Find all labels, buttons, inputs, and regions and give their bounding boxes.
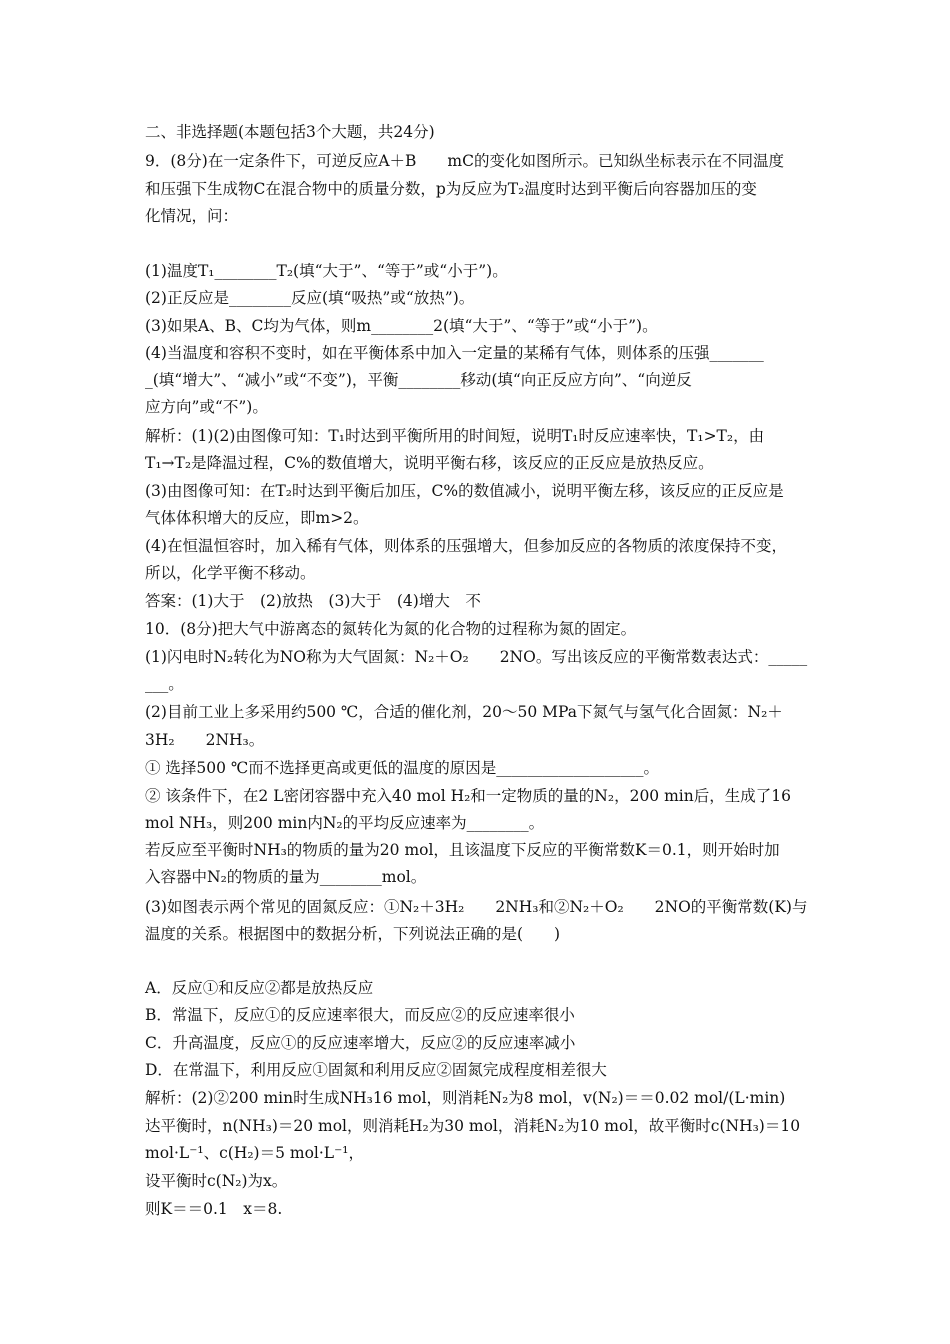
- q9-analysis-line-4: 气体体积增大的反应，即m>2。: [145, 509, 369, 527]
- q10-part-3-line-2: 温度的关系。根据图中的数据分析，下列说法正确的是( ): [145, 925, 561, 943]
- q10-part-2-line-1: (2)目前工业上多采用约500 ℃，合适的催化剂，20～50 MPa下氮气与氢气化合固氮：N₂＋: [145, 703, 783, 721]
- q10-option-d: D．在常温下，利用反应①固氮和利用反应②固氮完成程度相差很大: [145, 1061, 607, 1079]
- q9-analysis-line-2: T₁→T₂是降温过程，C%的数值增大，说明平衡右移，该反应的正反应是放热反应。: [145, 454, 714, 472]
- q9-part-2: (2)正反应是________反应(填“吸热”或“放热”)。: [145, 289, 475, 307]
- q10-analysis-line-4: 设平衡时c(N₂)为x。: [145, 1172, 288, 1190]
- q10-part-3-line-1: (3)如图表示两个常见的固氮反应：①N₂＋3H₂ 2NH₃和②N₂＋O₂ 2NO的平衡常数(K)与: [145, 898, 808, 916]
- q10-part-2-line-2: 3H₂ 2NH₃。: [145, 731, 265, 749]
- q9-part-4-line-3: 应方向”或“不”)。: [145, 398, 268, 416]
- q10-part-2-item-1: ① 选择500 ℃而不选择更高或更低的温度的原因是___________________。: [145, 759, 660, 777]
- q9-part-4-line-1: (4)当温度和容积不变时，如在平衡体系中加入一定量的某稀有气体，则体系的压强_______: [145, 344, 764, 362]
- q9-analysis-line-6: 所以，化学平衡不移动。: [145, 564, 316, 582]
- q9-answer: 答案：(1)大于 (2)放热 (3)大于 (4)增大 不: [145, 592, 481, 610]
- q10-stem: 10．(8分)把大气中游离态的氮转化为氮的化合物的过程称为氮的固定。: [145, 620, 637, 638]
- q10-option-a: A．反应①和反应②都是放热反应: [145, 979, 374, 997]
- q10-analysis-line-2: 达平衡时，n(NH₃)＝20 mol，则消耗H₂为30 mol，消耗N₂为10 mol，故平衡时c(NH₃)＝10: [145, 1117, 801, 1135]
- q10-option-b: B．常温下，反应①的反应速率很大，而反应②的反应速率很小: [145, 1006, 575, 1024]
- q10-part-2-followup-line-2: 入容器中N₂的物质的量为________mol。: [145, 868, 427, 886]
- q10-analysis-line-1: 解析：(2)②200 min时生成NH₃16 mol，则消耗N₂为8 mol，v(N₂)＝＝0.02 mol/(L·min): [145, 1089, 786, 1107]
- q10-part-1-line-2: ___。: [145, 675, 184, 693]
- q9-part-1: (1)温度T₁________T₂(填“大于”、“等于”或“小于”)。: [145, 262, 508, 280]
- q9-part-3: (3)如果A、B、C均为气体，则m________2(填“大于”、“等于”或“小于”)。: [145, 317, 658, 335]
- q9-analysis-line-1: 解析：(1)(2)由图像可知：T₁时达到平衡所用的时间短，说明T₁时反应速率快，T₁>T₂，由: [145, 427, 765, 445]
- q9-stem-line-3: 化情况，问：: [145, 207, 239, 225]
- q10-part-1-line-1: (1)闪电时N₂转化为NO称为大气固氮：N₂＋O₂ 2NO。写出该反应的平衡常数表达式：_____: [145, 648, 808, 666]
- q10-analysis-line-3: mol·L⁻¹、c(H₂)＝5 mol·L⁻¹，: [145, 1144, 364, 1162]
- q10-option-c: C．升高温度，反应①的反应速率增大，反应②的反应速率减小: [145, 1034, 576, 1052]
- q9-analysis-line-5: (4)在恒温恒容时，加入稀有气体，则体系的压强增大，但参加反应的各物质的浓度保持不变，: [145, 537, 787, 555]
- q9-part-4-line-2: _(填“增大”、“减小”或“不变”)，平衡________移动(填“向正反应方向”、“向逆反: [145, 371, 692, 389]
- q10-part-2-followup-line-1: 若反应至平衡时NH₃的物质的量为20 mol，且该温度下反应的平衡常数K＝0.1，则开始时加: [145, 841, 780, 859]
- section-heading: 二、非选择题(本题包括3个大题，共24分): [145, 123, 435, 141]
- q9-stem-line-1: 9．(8分)在一定条件下，可逆反应A＋B mC的变化如图所示。已知纵坐标表示在不同温度: [145, 152, 784, 170]
- q10-part-2-item-2-line-2: mol NH₃，则200 min内N₂的平均反应速率为________。: [145, 814, 545, 832]
- q9-stem-line-2: 和压强下生成物C在混合物中的质量分数，p为反应为T₂温度时达到平衡后向容器加压的变: [145, 180, 757, 198]
- q10-analysis-line-5: 则K＝＝0.1 x＝8.: [145, 1200, 283, 1218]
- q9-analysis-line-3: (3)由图像可知：在T₂时达到平衡后加压，C%的数值减小，说明平衡左移，该反应的正反应是: [145, 482, 784, 500]
- q10-part-2-item-2-line-1: ② 该条件下，在2 L密闭容器中充入40 mol H₂和一定物质的量的N₂，200 min后，生成了16: [145, 787, 791, 805]
